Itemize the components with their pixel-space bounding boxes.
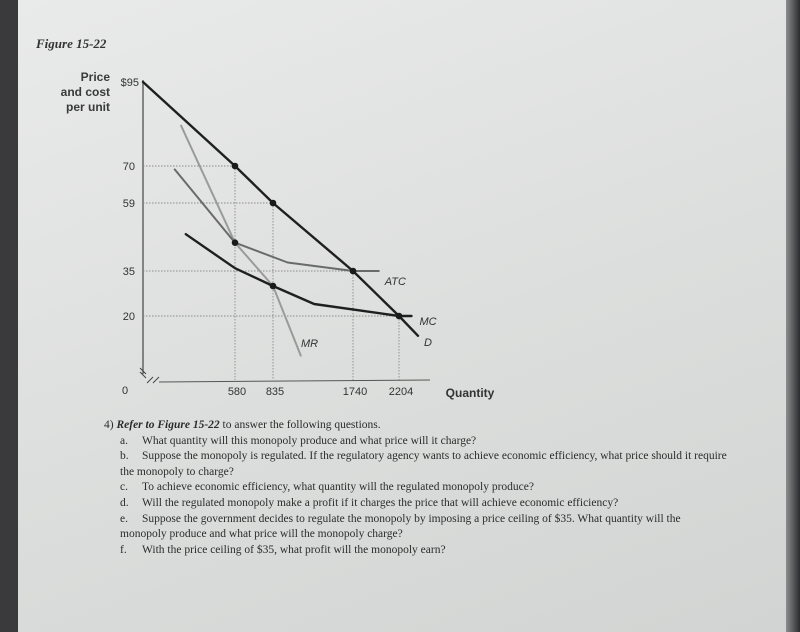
series-mr-label: MR: [301, 338, 319, 351]
question-item: [120, 480, 730, 496]
question-item: [120, 434, 730, 450]
question-item-text: Suppose the government decides to regulate the monopoly by imposing a price ceiling of $35. What quantity will the monopoly produce and what price will the monopoly charge?: [120, 512, 681, 541]
question-item-letter: d.: [120, 496, 129, 509]
question-item: [120, 449, 730, 480]
y-tick-label: 70: [122, 161, 135, 173]
series-d-curve: [143, 82, 418, 336]
series-atc-label: ATC: [384, 276, 406, 288]
intersection-point: [350, 268, 357, 275]
x-axis-break: [147, 377, 159, 383]
intersection-point: [232, 239, 239, 246]
question-item-text: Will the regulated monopoly make a profit if it charges the price that will achieve economic efficiency?: [142, 496, 619, 509]
x-tick-label: 835: [265, 386, 285, 398]
question-item-letter: f.: [120, 543, 127, 556]
question-lead-emphasis: Refer to Figure 15-22: [116, 419, 220, 431]
series-mc-curve: [186, 234, 412, 316]
question-item: [120, 496, 730, 512]
question-heading: [104, 418, 730, 434]
series-mc-label: MC: [419, 316, 437, 328]
series-d-label: D: [424, 336, 432, 349]
intersection-point: [270, 283, 277, 290]
x-axis: [159, 380, 430, 382]
question-number: 4): [104, 419, 114, 431]
x-axis-label: Quantity: [445, 386, 495, 400]
x-tick-label: 1740: [342, 386, 368, 398]
question-item-text: With the price ceiling of $35, what profit will the monopoly earn?: [142, 543, 446, 556]
x-tick-label: 2204: [388, 386, 414, 398]
y-tick-label: 20: [122, 311, 135, 323]
intersection-point: [232, 163, 239, 170]
origin-label: 0: [121, 385, 129, 397]
question-item: [120, 512, 730, 543]
intersection-point: [396, 313, 403, 320]
y-axis-label: and cost: [60, 85, 110, 99]
question-item-letter: e.: [120, 512, 128, 525]
question-item-text: To achieve economic efficiency, what quantity will the regulated monopoly produce?: [142, 481, 534, 494]
question-item-letter: a.: [120, 434, 128, 447]
y-axis-label: per unit: [66, 100, 110, 114]
x-tick-label: 580: [227, 386, 247, 398]
y-tick-label: 59: [122, 198, 135, 210]
question-block: [104, 418, 730, 558]
question-lead-text: to answer the following questions.: [222, 419, 381, 431]
y-axis-label: Price: [80, 70, 110, 84]
question-item-letter: b.: [120, 450, 129, 463]
question-item-letter: c.: [120, 481, 128, 494]
question-item-text: Suppose the monopoly is regulated. If the regulatory agency wants to achieve economic efficiency, what price should it require the monopoly to charge?: [120, 450, 727, 478]
figure-title: Figure 15-22: [36, 36, 107, 51]
intersection-point: [270, 200, 277, 207]
series-mr-curve: [181, 126, 301, 356]
question-item: [120, 543, 730, 559]
y-top-label: $95: [120, 77, 139, 89]
series-atc-curve: [175, 169, 379, 271]
y-tick-label: 35: [122, 266, 135, 278]
question-item-text: What quantity will this monopoly produce and what price will it charge?: [142, 434, 477, 447]
